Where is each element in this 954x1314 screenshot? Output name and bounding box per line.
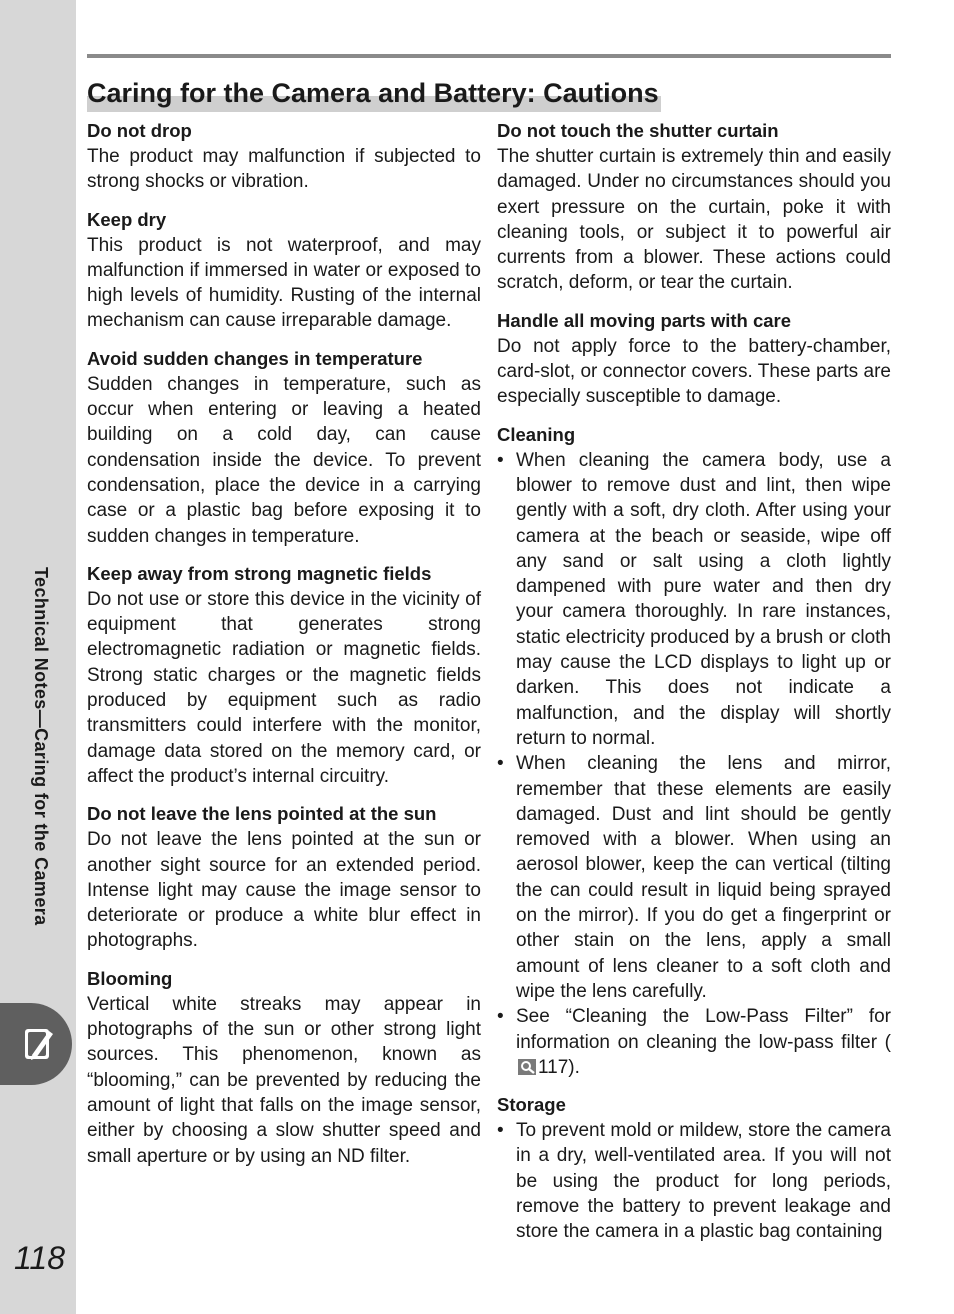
section-heading: Avoid sudden changes in temperature: [87, 347, 423, 369]
list-item: [497, 1118, 891, 1244]
section-heading: Cleaning: [497, 423, 576, 445]
list-item: [497, 751, 891, 1004]
section-body: Do not leave the lens pointed at the sun or another sight source for an extended period. Intense light may cause the image sensor to deteriorate or produce a white blur effect in photographs.: [87, 829, 481, 952]
bullet-marker: •: [497, 753, 504, 775]
bullet-text: To prevent mold or mildew, store the camera in a dry, well-ventilated area. If you will not be using the product for long periods, remove the battery to prevent leakage and store the camera in a plastic bag containing: [516, 1120, 891, 1243]
section-storage: [497, 1092, 891, 1244]
section-body: The shutter curtain is extremely thin and easily damaged. Under no circumstances should you exert pressure on the curtain, poke it with cleaning tools, or subject it to powerful air currents from a blower. These actions could scratch, deform, or tear the curtain.: [497, 146, 891, 294]
list-item: [497, 1004, 891, 1080]
section-heading: Do not leave the lens pointed at the sun: [87, 803, 437, 825]
section-heading: Do not drop: [87, 120, 192, 141]
section-keep-dry: [87, 207, 481, 334]
section-heading: Keep dry: [87, 208, 167, 230]
bullet-text: See “Cleaning the Low-Pass Filter” for information on cleaning the low-pass filter (: [516, 1006, 891, 1053]
section-heading: Blooming: [87, 967, 173, 989]
section-heading: Handle all moving parts with care: [497, 309, 792, 331]
section-shutter-curtain: [497, 118, 891, 296]
page-reference[interactable]: 117: [538, 1056, 569, 1078]
section-heading: Do not touch the shutter curtain: [497, 120, 779, 141]
left-column: [87, 118, 481, 1181]
page-number: 118: [14, 1240, 66, 1276]
bullet-text: When cleaning the camera body, use a blower to remove dust and lint, then wipe gently with a soft, dry cloth. After using your camera at the beach or seaside, wipe off any sand or salt using a cloth lightly dampened with pure water and then dry your camera thoroughly. In rare instances, static electricity produced by a brush or cloth may cause the LCD displays to light up or darken. This does not indicate a malfunction, and the display will shortly return to normal.: [516, 449, 891, 749]
bullet-text: ).: [568, 1056, 580, 1078]
bullet-marker: •: [497, 1120, 504, 1142]
section-heading: Keep away from strong magnetic fields: [87, 562, 432, 584]
side-section-label: Technical Notes—Caring for the Camera: [31, 567, 51, 926]
header-rule: [87, 54, 891, 58]
section-blooming: [87, 966, 481, 1169]
section-cleaning: [497, 422, 891, 1080]
section-body: This product is not waterproof, and may malfunction if immersed in water or exposed to high levels of humidity. Rusting of the internal mechanism can cause irreparable damage.: [87, 234, 481, 332]
bullet-text: When cleaning the lens and mirror, remember that these elements are easily damaged. Dust and lint should be gently removed with a blower. When using an aerosol blower, keep the can vertical (tilting the can could result in liquid being sprayed on the mirror). If you do get a fingerprint or other stain on the lens, apply a small amount of lens cleaner to a soft cloth and wipe the lens carefully.: [516, 753, 891, 1002]
section-body: Do not apply force to the battery-chamber, card-slot, or connector covers. These parts are especially susceptible to damage.: [497, 335, 891, 408]
magnifier-reference-icon: [518, 1059, 536, 1075]
page-title: Caring for the Camera and Battery: Cautions: [87, 74, 661, 112]
list-item: [497, 448, 891, 752]
pencil-note-icon: [22, 1025, 56, 1063]
section-body: The product may malfunction if subjected to strong shocks or vibration.: [87, 146, 481, 193]
section-body: Do not use or store this device in the vicinity of equipment that generates strong electromagnetic radiation or magnetic fields. Strong static charges or the magnetic fields produced by equipment such as radio transmitters could interfere with the monitor, damage data stored on the memory card, or affect the product’s internal circuitry.: [87, 588, 481, 787]
section-magnetic-fields: [87, 561, 481, 789]
bullet-marker: •: [497, 1006, 504, 1028]
section-heading: Storage: [497, 1094, 566, 1116]
section-moving-parts: [497, 308, 891, 410]
section-temperature: [87, 346, 481, 549]
section-sun: [87, 801, 481, 953]
bullet-marker: •: [497, 449, 504, 471]
section-body: Vertical white streaks may appear in photographs of the sun or other strong light sources. This phenomenon, known as “blooming,” can be prevented by reducing the amount of light that falls on the image sensor, either by choosing a slow shutter speed and small aperture or by using an ND filter.: [87, 993, 481, 1167]
section-do-not-drop: [87, 118, 481, 195]
section-body: Sudden changes in temperature, such as occur when entering or leaving a heated building on a cold day, can cause condensation inside the device. To prevent condensation, place the device in a carrying case or a plastic bag before exposing it to sudden changes in temperature.: [87, 373, 481, 547]
right-column: [497, 118, 891, 1257]
